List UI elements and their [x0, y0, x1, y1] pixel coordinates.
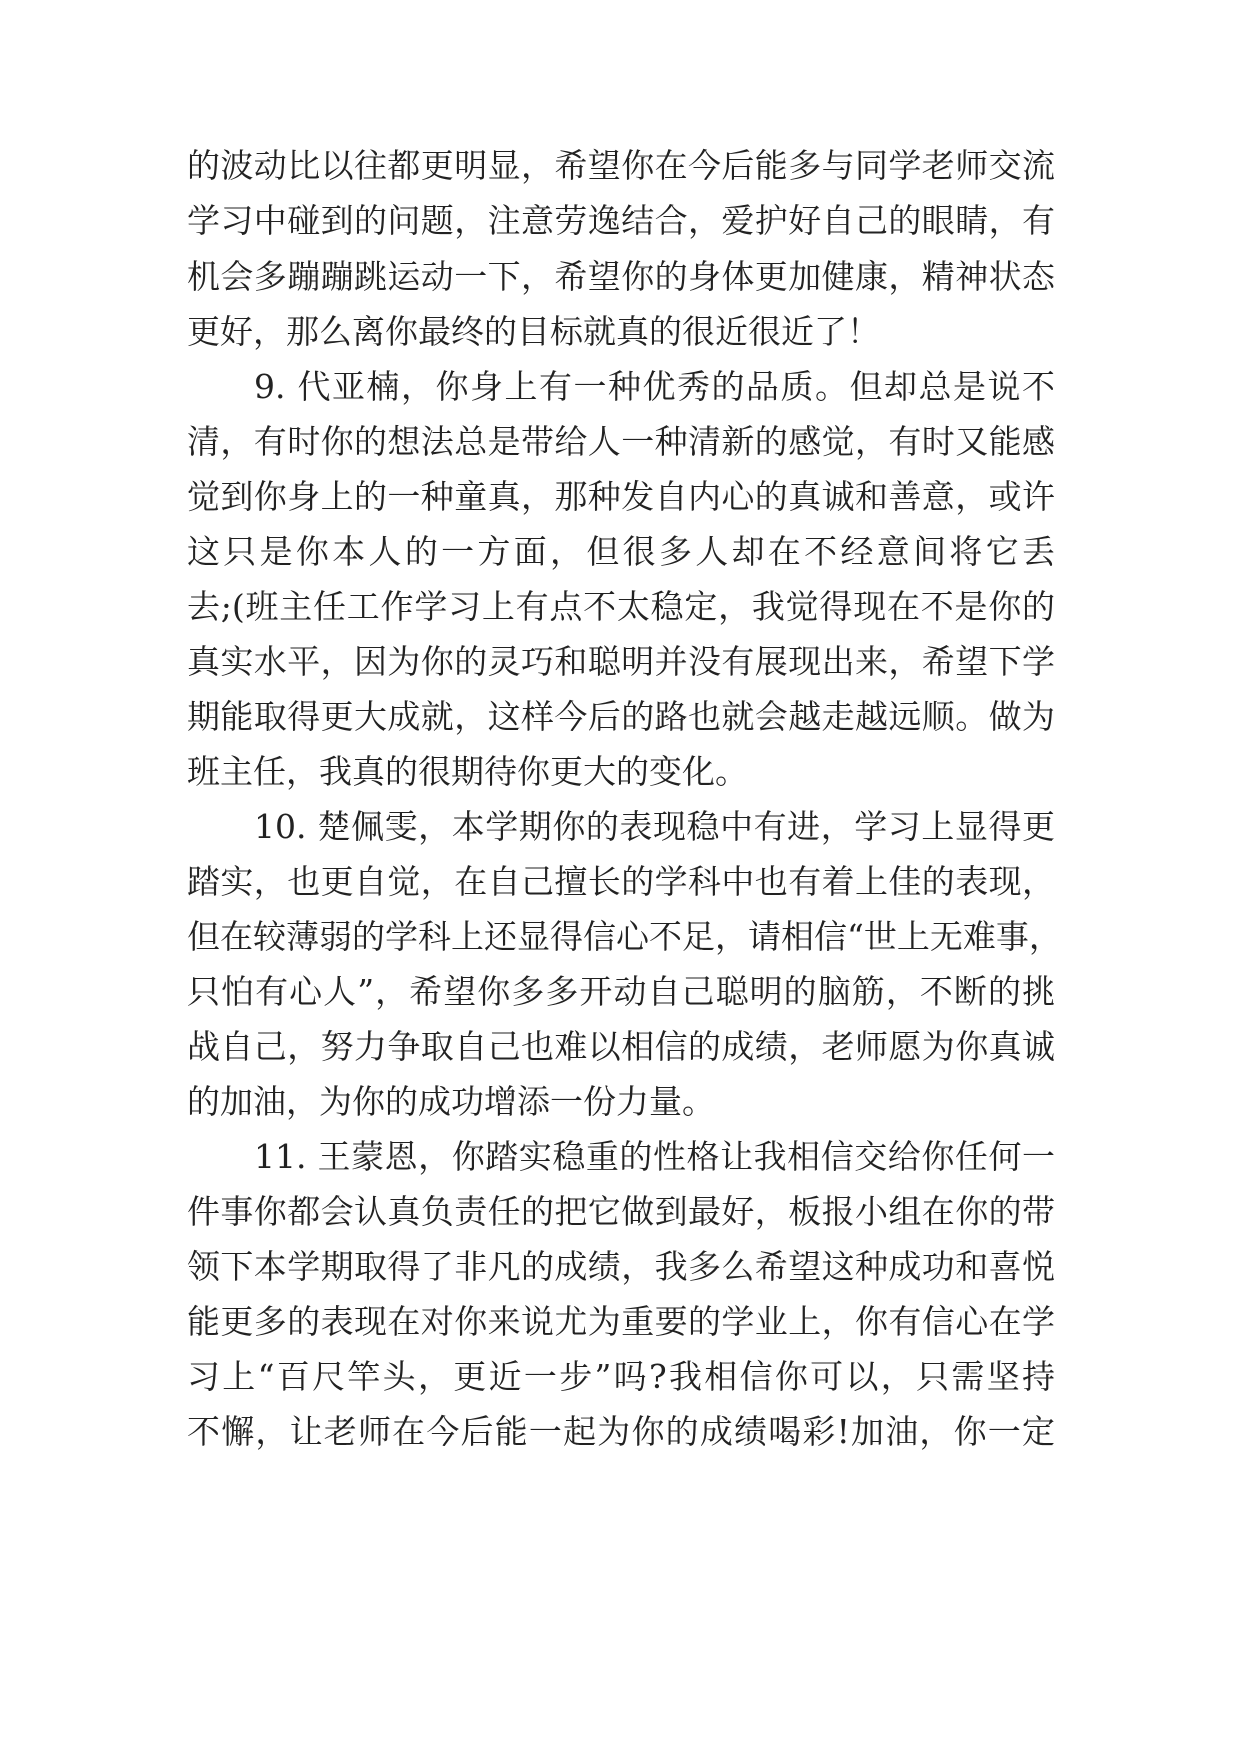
text-line: 去;(班主任工作学习上有点不太稳定，我觉得现在不是你的 [187, 587, 1055, 626]
paragraph-11-start: 11. 王蒙恩，你踏实稳重的性格让我相信交给你任何一 [254, 1137, 1055, 1176]
text-line: 的波动比以往都更明显，希望你在今后能多与同学老师交流 [187, 146, 1055, 185]
text-line: 领下本学期取得了非凡的成绩，我多么希望这种成功和喜悦 [187, 1247, 1055, 1286]
text-line: 班主任，我真的很期待你更大的变化。 [187, 752, 748, 791]
text-line: 更好，那么离你最终的目标就真的很近很近了！ [187, 312, 880, 351]
paragraph-9-start: 9. 代亚楠，你身上有一种优秀的品质。但却总是说不 [254, 367, 1055, 406]
text-line: 清，有时你的想法总是带给人一种清新的感觉，有时又能感 [187, 422, 1055, 461]
text-line: 只怕有心人”，希望你多多开动自己聪明的脑筋，不断的挑 [187, 972, 1055, 1011]
text-line: 真实水平，因为你的灵巧和聪明并没有展现出来，希望下学 [187, 642, 1055, 681]
text-line: 战自己，努力争取自己也难以相信的成绩，老师愿为你真诚 [187, 1027, 1055, 1066]
text-line: 但在较薄弱的学科上还显得信心不足，请相信“世上无难事， [187, 917, 1062, 956]
text-line: 习上“百尺竿头，更近一步”吗?我相信你可以，只需坚持 [187, 1357, 1055, 1396]
text-line: 机会多蹦蹦跳运动一下，希望你的身体更加健康，精神状态 [187, 257, 1055, 296]
text-line: 件事你都会认真负责任的把它做到最好，板报小组在你的带 [187, 1192, 1055, 1231]
text-line: 觉到你身上的一种童真，那种发自内心的真诚和善意，或许 [187, 477, 1055, 516]
text-line: 的加油，为你的成功增添一份力量。 [187, 1082, 715, 1121]
text-line: 踏实，也更自觉，在自己擅长的学科中也有着上佳的表现， [187, 862, 1055, 901]
text-line: 学习中碰到的问题，注意劳逸结合，爱护好自己的眼睛，有 [187, 201, 1055, 240]
text-line: 这只是你本人的一方面，但很多人却在不经意间将它丢 [187, 532, 1055, 571]
text-line: 期能取得更大成就，这样今后的路也就会越走越远顺。做为 [187, 697, 1055, 736]
text-line: 不懈，让老师在今后能一起为你的成绩喝彩!加油，你一定 [187, 1412, 1055, 1451]
paragraph-10-start: 10. 楚佩雯，本学期你的表现稳中有进，学习上显得更 [254, 807, 1055, 846]
text-line: 能更多的表现在对你来说尤为重要的学业上，你有信心在学 [187, 1302, 1055, 1341]
